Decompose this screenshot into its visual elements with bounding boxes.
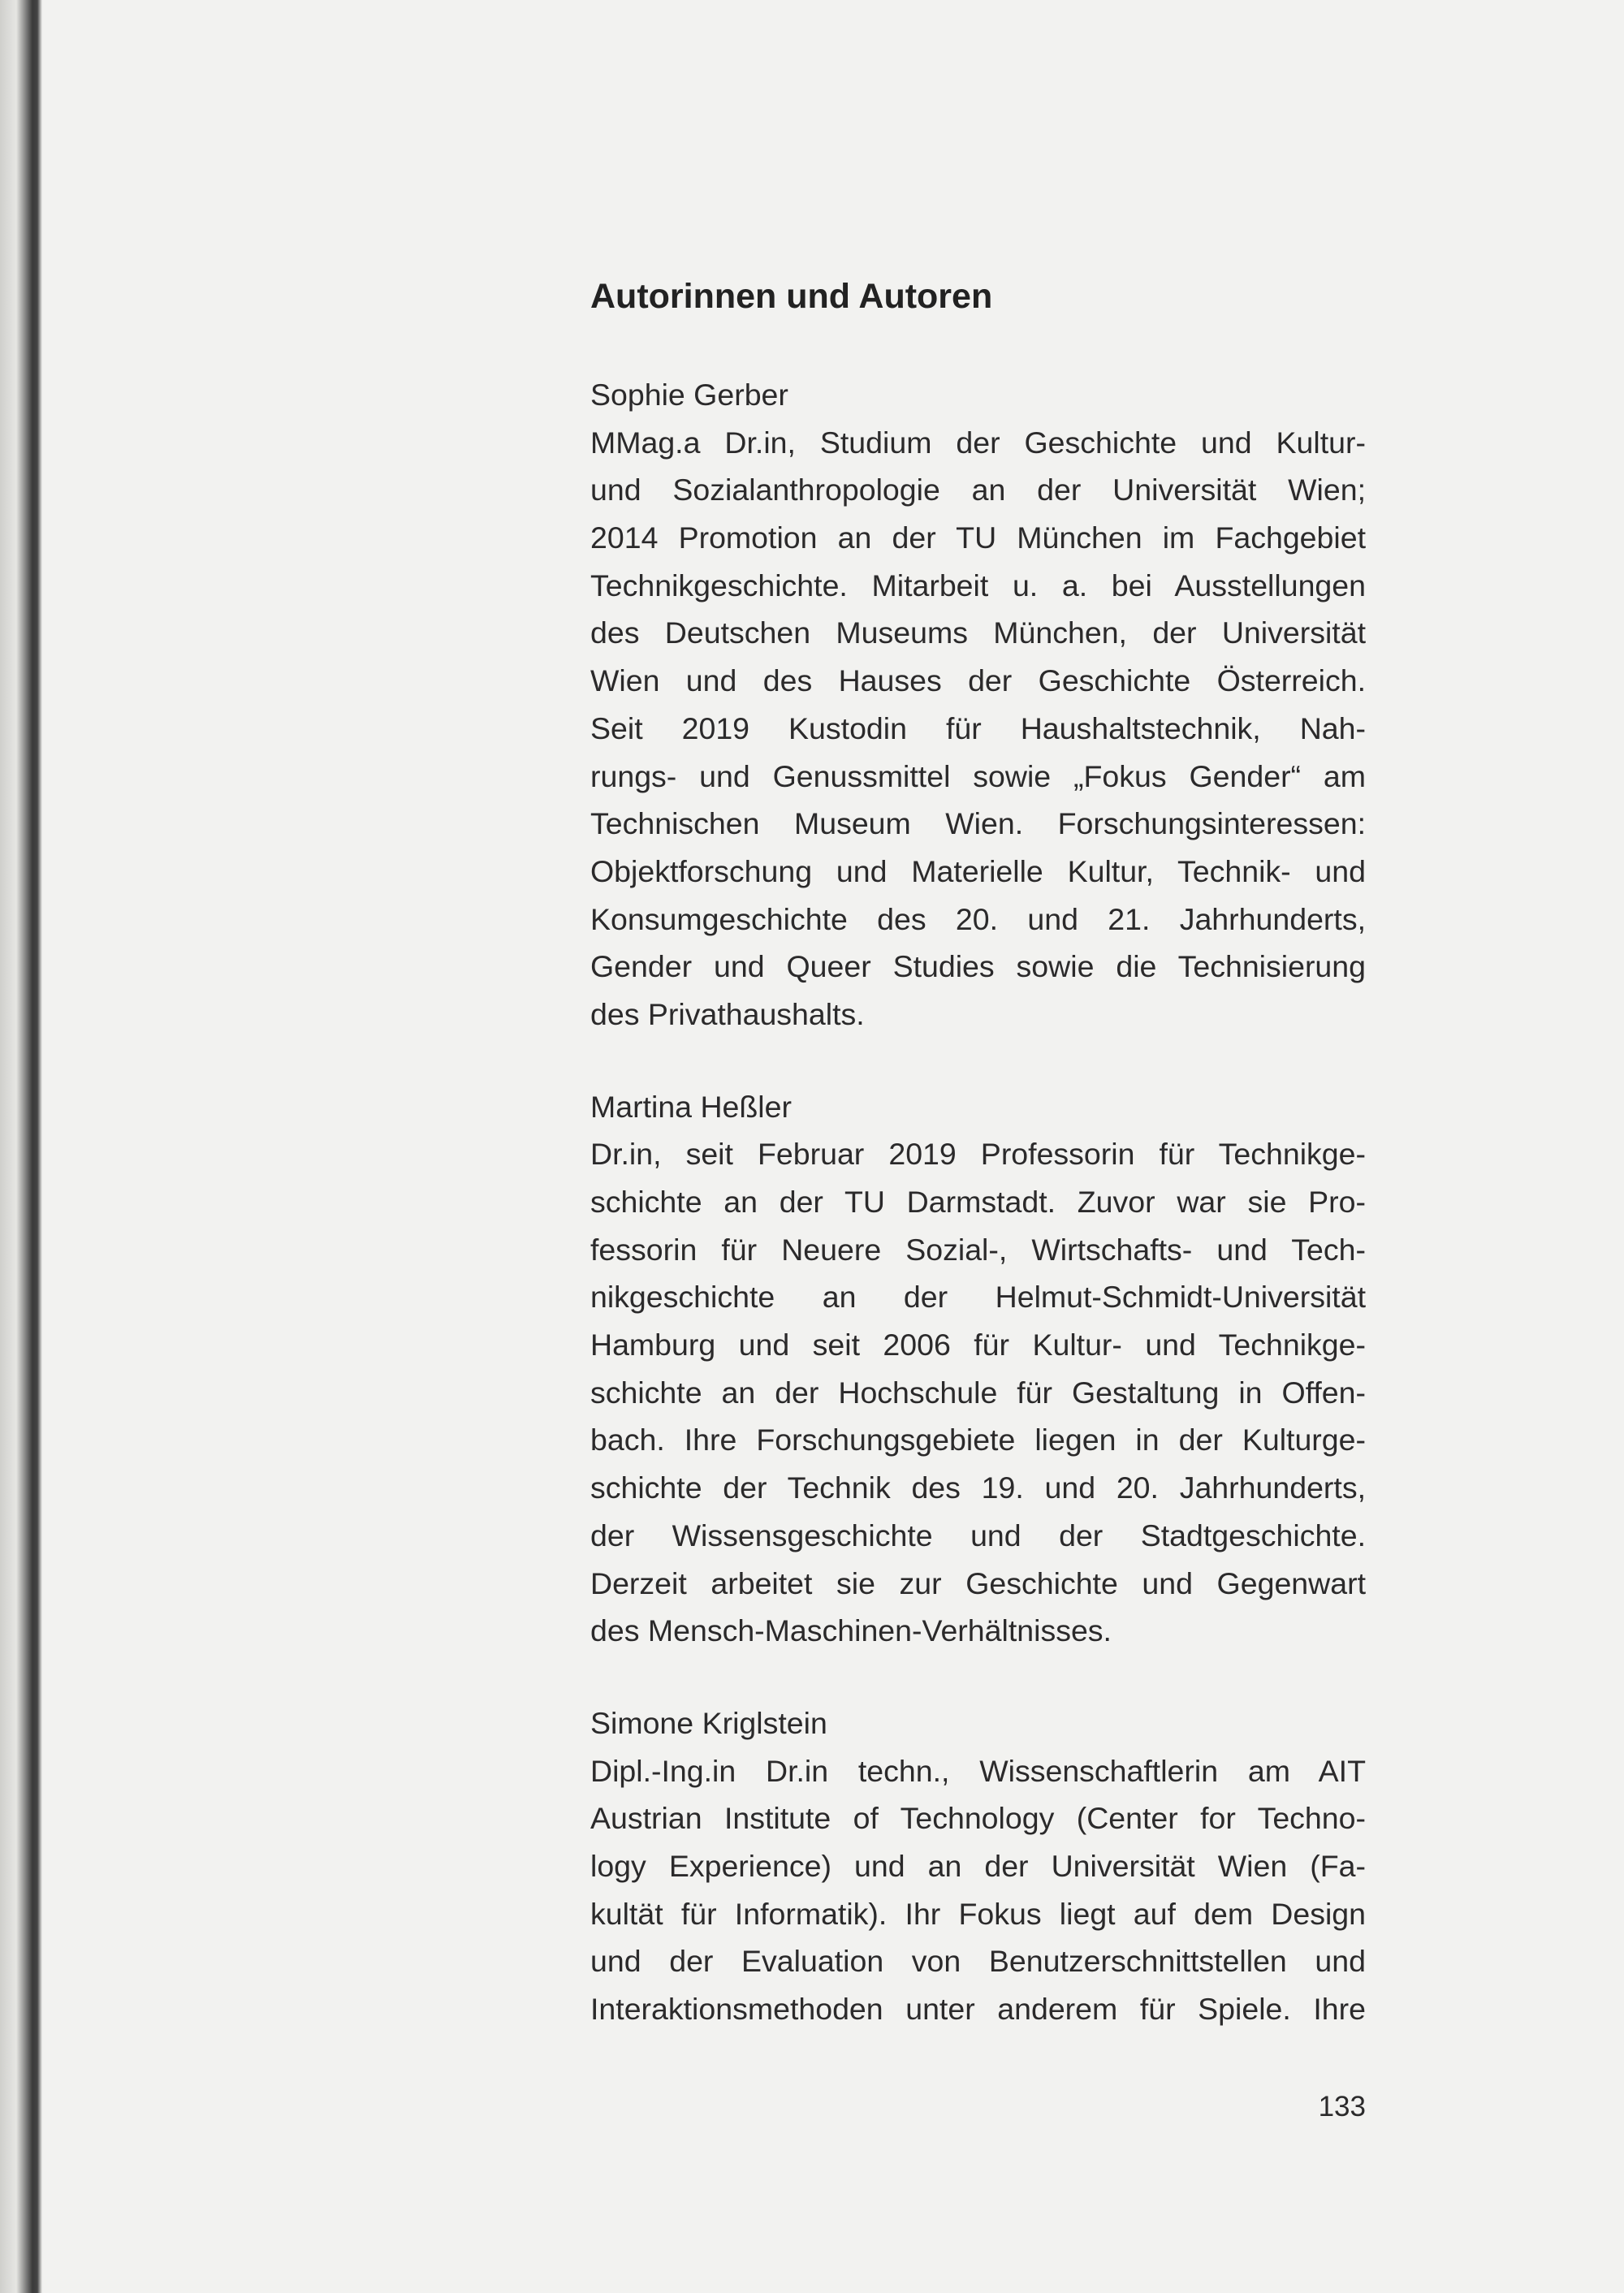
bio-line: 2014 Promotion an der TU München im Fachgebiet: [590, 520, 1366, 555]
bio-line: schichte an der TU Darmstadt. Zuvor war sie Pro-: [590, 1185, 1366, 1219]
bio-line: kultät für Informatik). Ihr Fokus liegt auf dem Design: [590, 1896, 1366, 1931]
author-entry: [590, 1083, 1366, 1655]
bio-line: Dr.in, seit Februar 2019 Professorin für Technikge-: [590, 1137, 1366, 1172]
bio-line: bach. Ihre Forschungsgebiete liegen in der Kulturge-: [590, 1423, 1366, 1457]
bio-line: nikgeschichte an der Helmut-Schmidt-Universität: [590, 1280, 1366, 1315]
section-title: Autorinnen und Autoren: [590, 277, 993, 316]
bio-line: Objektforschung und Materielle Kultur, Technik- und: [590, 853, 1366, 888]
author-entry: [590, 1699, 1366, 2033]
paragraph-gap: [590, 1655, 1366, 1699]
bio-line: Austrian Institute of Technology (Center for Techno-: [590, 1801, 1366, 1836]
author-name: Simone Kriglstein: [590, 1705, 827, 1740]
author-name: Martina Heßler: [590, 1089, 792, 1124]
bio-line: Dipl.-Ing.in Dr.in techn., Wissenschaftlerin am AIT: [590, 1753, 1366, 1788]
bio-line: des Privathaushalts.: [590, 996, 865, 1031]
bio-line: Seit 2019 Kustodin für Haushaltstechnik, Nah-: [590, 710, 1366, 745]
bio-line: schichte der Technik des 19. und 20. Jahrhunderts,: [590, 1470, 1366, 1505]
page-number: 133: [1318, 2091, 1366, 2122]
bio-line: Wien und des Hauses der Geschichte Österreich.: [590, 663, 1366, 698]
bio-line: logy Experience) und an der Universität Wien (Fa-: [590, 1848, 1366, 1883]
paragraph-gap: [590, 1039, 1366, 1083]
bio-line: Technikgeschichte. Mitarbeit u. a. bei Ausstellungen: [590, 568, 1366, 602]
bio-line: MMag.a Dr.in, Studium der Geschichte und Kultur-: [590, 425, 1366, 460]
author-list: [590, 371, 1366, 2033]
bio-line: Interaktionsmethoden unter anderem für Spiele. Ihre: [590, 1992, 1366, 2026]
bio-line: Derzeit arbeitet sie zur Geschichte und Gegenwart: [590, 1565, 1366, 1600]
bio-line: Gender und Queer Studies sowie die Technisierung: [590, 949, 1366, 984]
bio-line: rungs- und Genussmittel sowie „Fokus Gender“ am: [590, 758, 1366, 793]
text-column: [590, 268, 1366, 2033]
bio-line: Konsumgeschichte des 20. und 21. Jahrhunderts,: [590, 901, 1366, 936]
bio-line: und Sozialanthropologie an der Universität Wien;: [590, 473, 1366, 507]
author-entry: [590, 371, 1366, 1039]
bio-line: der Wissensgeschichte und der Stadtgeschichte.: [590, 1518, 1366, 1552]
bio-line: Technischen Museum Wien. Forschungsinteressen:: [590, 806, 1366, 841]
author-name: Sophie Gerber: [590, 378, 788, 412]
bio-line: Hamburg und seit 2006 für Kultur- und Technikge-: [590, 1328, 1366, 1362]
bio-line: schichte an der Hochschule für Gestaltung in Offen-: [590, 1375, 1366, 1410]
bio-line: des Deutschen Museums München, der Universität: [590, 615, 1366, 650]
bio-line: des Mensch-Maschinen-Verhältnisses.: [590, 1613, 1112, 1648]
bio-line: fessorin für Neuere Sozial-, Wirtschafts- und Tech-: [590, 1232, 1366, 1267]
bio-line: und der Evaluation von Benutzerschnittstellen und: [590, 1944, 1366, 1979]
